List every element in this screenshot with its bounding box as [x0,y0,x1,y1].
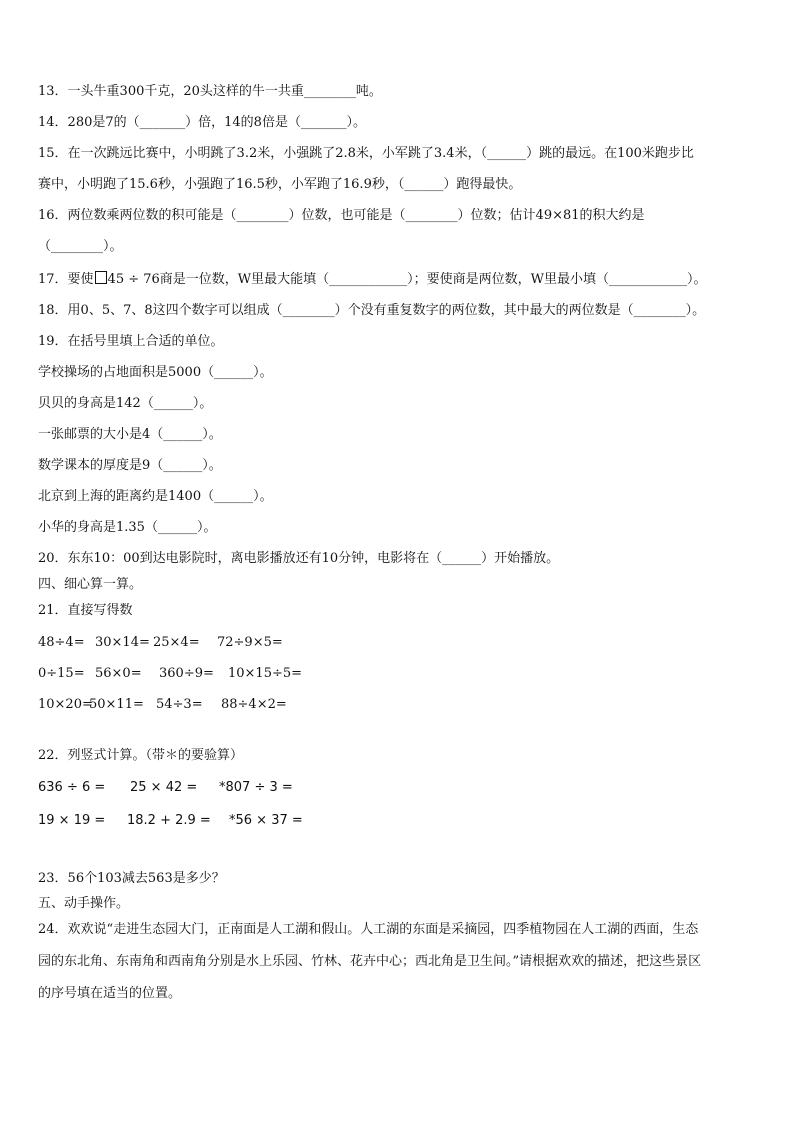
question-17-prefix: 17．要使 [38,272,94,287]
blank-square-icon [95,271,107,284]
question-19-item-4: 数学课本的厚度是9（______）。 [38,458,222,473]
calc-item: 56×0= [95,666,142,681]
calc-item: 88÷4×2= [221,697,287,712]
section-5-heading: 五、动手操作。 [38,896,130,911]
question-19-item-2: 贝贝的身高是142（______）。 [38,396,213,411]
question-24-line-2: 园的东北角、东南角和西南角分别是水上乐园、竹林、花卉中心；西北角是卫生间。”请根据欢欢的描述，把这些景区 [38,954,702,969]
calc-item: 72÷9×5= [217,635,283,650]
calc-item: 10×20= [38,697,93,712]
question-19-item-1: 学校操场的占地面积是5000（______）。 [38,365,273,380]
question-16-line-2: （________）。 [38,239,123,254]
vertical-calc-item: *807 ÷ 3 = [219,780,293,795]
question-22-title: 22．列竖式计算。（带＊的要验算） [38,748,244,763]
question-23: 23．56个103减去563是多少？ [38,871,225,886]
vertical-calc-item: 19 × 19 = [38,813,106,828]
calc-item: 25×4= [153,635,200,650]
question-19-item-5: 北京到上海的距离约是1400（______）。 [38,489,273,504]
question-20: 20．东东10：00到达电影院时，离电影播放还有10分钟，电影将在（______）开始播放。 [38,551,560,566]
vertical-calc-item: 18.2 + 2.9 = [127,813,211,828]
question-24-line-1: 24．欢欢说“走进生态园大门，正南面是人工湖和假山。人工湖的东面是采摘园，四季植物园在人工湖的西面，生态 [38,922,699,937]
vertical-calc-item: *56 × 37 = [229,813,303,828]
question-21-title: 21．直接写得数 [38,603,133,618]
section-4-heading: 四、细心算一算。 [38,577,143,592]
question-17 [38,271,707,289]
question-19-title: 19．在括号里填上合适的单位。 [38,334,224,349]
question-19-item-3: 一张邮票的大小是4（______）。 [38,427,222,442]
question-15-line-2: 赛中，小明跑了15.6秒，小强跑了16.5秒，小军跑了16.9秒，（______）跑得最快。 [38,177,522,192]
question-15-line-1: 15．在一次跳远比赛中，小明跳了3.2米，小强跳了2.8米，小军跳了3.4米，（______）跳的最远。在100米跑步比 [38,146,694,161]
question-14: 14．280是7的（_______）倍，14的8倍是（_______）。 [38,115,366,130]
calc-item: 10×15÷5= [228,666,303,681]
question-24-line-3: 的序号填在适当的位置。 [38,986,182,1001]
question-19-item-6: 小华的身高是1.35（______）。 [38,520,217,535]
vertical-calc-item: 636 ÷ 6 = [38,780,106,795]
calc-item: 360÷9= [159,666,214,681]
calc-item: 0÷15= [38,666,85,681]
calc-item: 48÷4= [38,635,85,650]
question-16-line-1: 16．两位数乘两位数的积可能是（________）位数，也可能是（________）位数；估计49×81的积大约是 [38,208,645,223]
calc-item: 54÷3= [156,697,203,712]
vertical-calc-item: 25 × 42 = [130,780,198,795]
question-13: 13．一头牛重300千克，20头这样的牛一共重________吨。 [38,84,382,99]
question-17-body: 45 ÷ 76商是一位数，W里最大能填（____________）；要使商是两位数，W里最小填（____________）。 [107,272,707,287]
question-18: 18．用0、5、7、8这四个数字可以组成（________）个没有重复数字的两位数，其中最大的两位数是（________）。 [38,303,706,318]
calc-item: 30×14= [95,635,150,650]
calc-item: 50×11= [89,697,144,712]
